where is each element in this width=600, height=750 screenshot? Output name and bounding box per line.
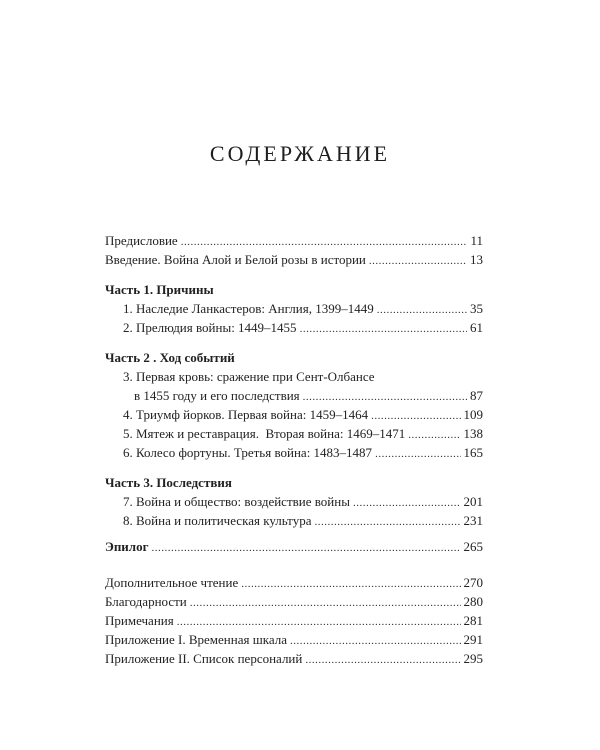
toc-entry-chapter-8[interactable] — [105, 511, 483, 530]
toc-entry-page: 295 — [463, 651, 483, 666]
toc-entry-acknowledgements[interactable] — [105, 592, 483, 611]
toc-entry-title: Введение. Война Алой и Белой розы в истории — [105, 252, 366, 267]
dot-leader — [314, 513, 460, 532]
dot-leader — [305, 651, 460, 670]
dot-leader — [377, 301, 467, 320]
toc-entry-title: 2. Прелюдия войны: 1449–1455 — [123, 320, 297, 335]
toc-entry-page: 11 — [470, 233, 483, 248]
toc-entry-page: 109 — [463, 407, 483, 422]
toc-entry-page: 280 — [463, 594, 483, 609]
toc-entry-appendix-1[interactable] — [105, 630, 483, 649]
dot-leader — [152, 539, 461, 558]
dot-leader — [290, 632, 461, 651]
toc-entry-chapter-6[interactable] — [105, 443, 483, 462]
toc-entry-chapter-4[interactable] — [105, 405, 483, 424]
toc-entry-page: 61 — [470, 320, 483, 335]
dot-leader — [353, 494, 461, 513]
toc-entry-title: 8. Война и политическая культура — [123, 513, 312, 528]
toc-entry-further-reading[interactable] — [105, 573, 483, 592]
toc-entry-page: 201 — [463, 494, 483, 509]
toc-entry-title: Примечания — [105, 613, 174, 628]
toc-entry-page: 265 — [463, 539, 483, 554]
part-heading-2: Часть 2 . Ход событий — [105, 350, 235, 365]
toc-entry-page: 138 — [463, 426, 483, 441]
toc-entry-notes[interactable] — [105, 611, 483, 630]
toc-entry-page: 291 — [463, 632, 483, 647]
dot-leader — [300, 320, 467, 339]
toc-entry-page: 281 — [463, 613, 483, 628]
toc-entry-chapter-1[interactable] — [105, 299, 483, 318]
toc-entry-title-line-1: 3. Первая кровь: сражение при Сент-Олбансе — [123, 369, 375, 384]
toc-entry-preface[interactable] — [105, 231, 483, 250]
part-heading-1: Часть 1. Причины — [105, 282, 214, 297]
toc-entry-title: Предисловие — [105, 233, 178, 248]
toc-entry-chapter-7[interactable] — [105, 492, 483, 511]
toc-entry-page: 165 — [463, 445, 483, 460]
toc-entry-title: 6. Колесо фортуны. Третья война: 1483–1487 — [123, 445, 373, 460]
toc-entry-title: 1. Наследие Ланкастеров: Англия, 1399–1449 — [123, 301, 374, 316]
toc-entry-chapter-3[interactable] — [105, 367, 483, 405]
toc-entry-introduction[interactable] — [105, 250, 483, 269]
part-heading-3: Часть 3. Последствия — [105, 475, 232, 490]
toc-entry-title: 5. Мятеж и реставрация. Вторая война: 1469–1471 — [123, 426, 406, 441]
dot-leader — [241, 575, 460, 594]
page-title: СОДЕРЖАНИЕ — [209, 141, 391, 166]
toc-entry-page: 13 — [470, 252, 483, 267]
dot-leader — [375, 445, 460, 464]
dot-leader — [190, 594, 461, 613]
table-of-contents — [105, 231, 483, 668]
toc-entry-title-line-2: в 1455 году и его последствия — [134, 388, 300, 403]
toc-entry-title: Приложение I. Временная шкала — [105, 632, 287, 647]
dot-leader — [408, 426, 460, 445]
toc-entry-epilogue[interactable] — [105, 537, 483, 556]
toc-entry-appendix-2[interactable] — [105, 649, 483, 668]
toc-entry-title: Приложение II. Список персоналий — [105, 651, 303, 666]
toc-entry-page: 270 — [463, 575, 483, 590]
toc-entry-title: 4. Триумф йорков. Первая война: 1459–1464 — [123, 407, 369, 422]
toc-entry-title: Благодарности — [105, 594, 187, 609]
toc-entry-chapter-2[interactable] — [105, 318, 483, 337]
toc-entry-page: 87 — [470, 388, 483, 403]
toc-entry-title: Дополнительное чтение — [105, 575, 239, 590]
dot-leader — [369, 252, 467, 271]
toc-entry-page: 231 — [463, 513, 483, 528]
toc-entry-chapter-5[interactable] — [105, 424, 483, 443]
toc-entry-title: Эпилог — [105, 539, 149, 554]
toc-entry-page: 35 — [470, 301, 483, 316]
toc-entry-title: 7. Война и общество: воздействие войны — [123, 494, 350, 509]
